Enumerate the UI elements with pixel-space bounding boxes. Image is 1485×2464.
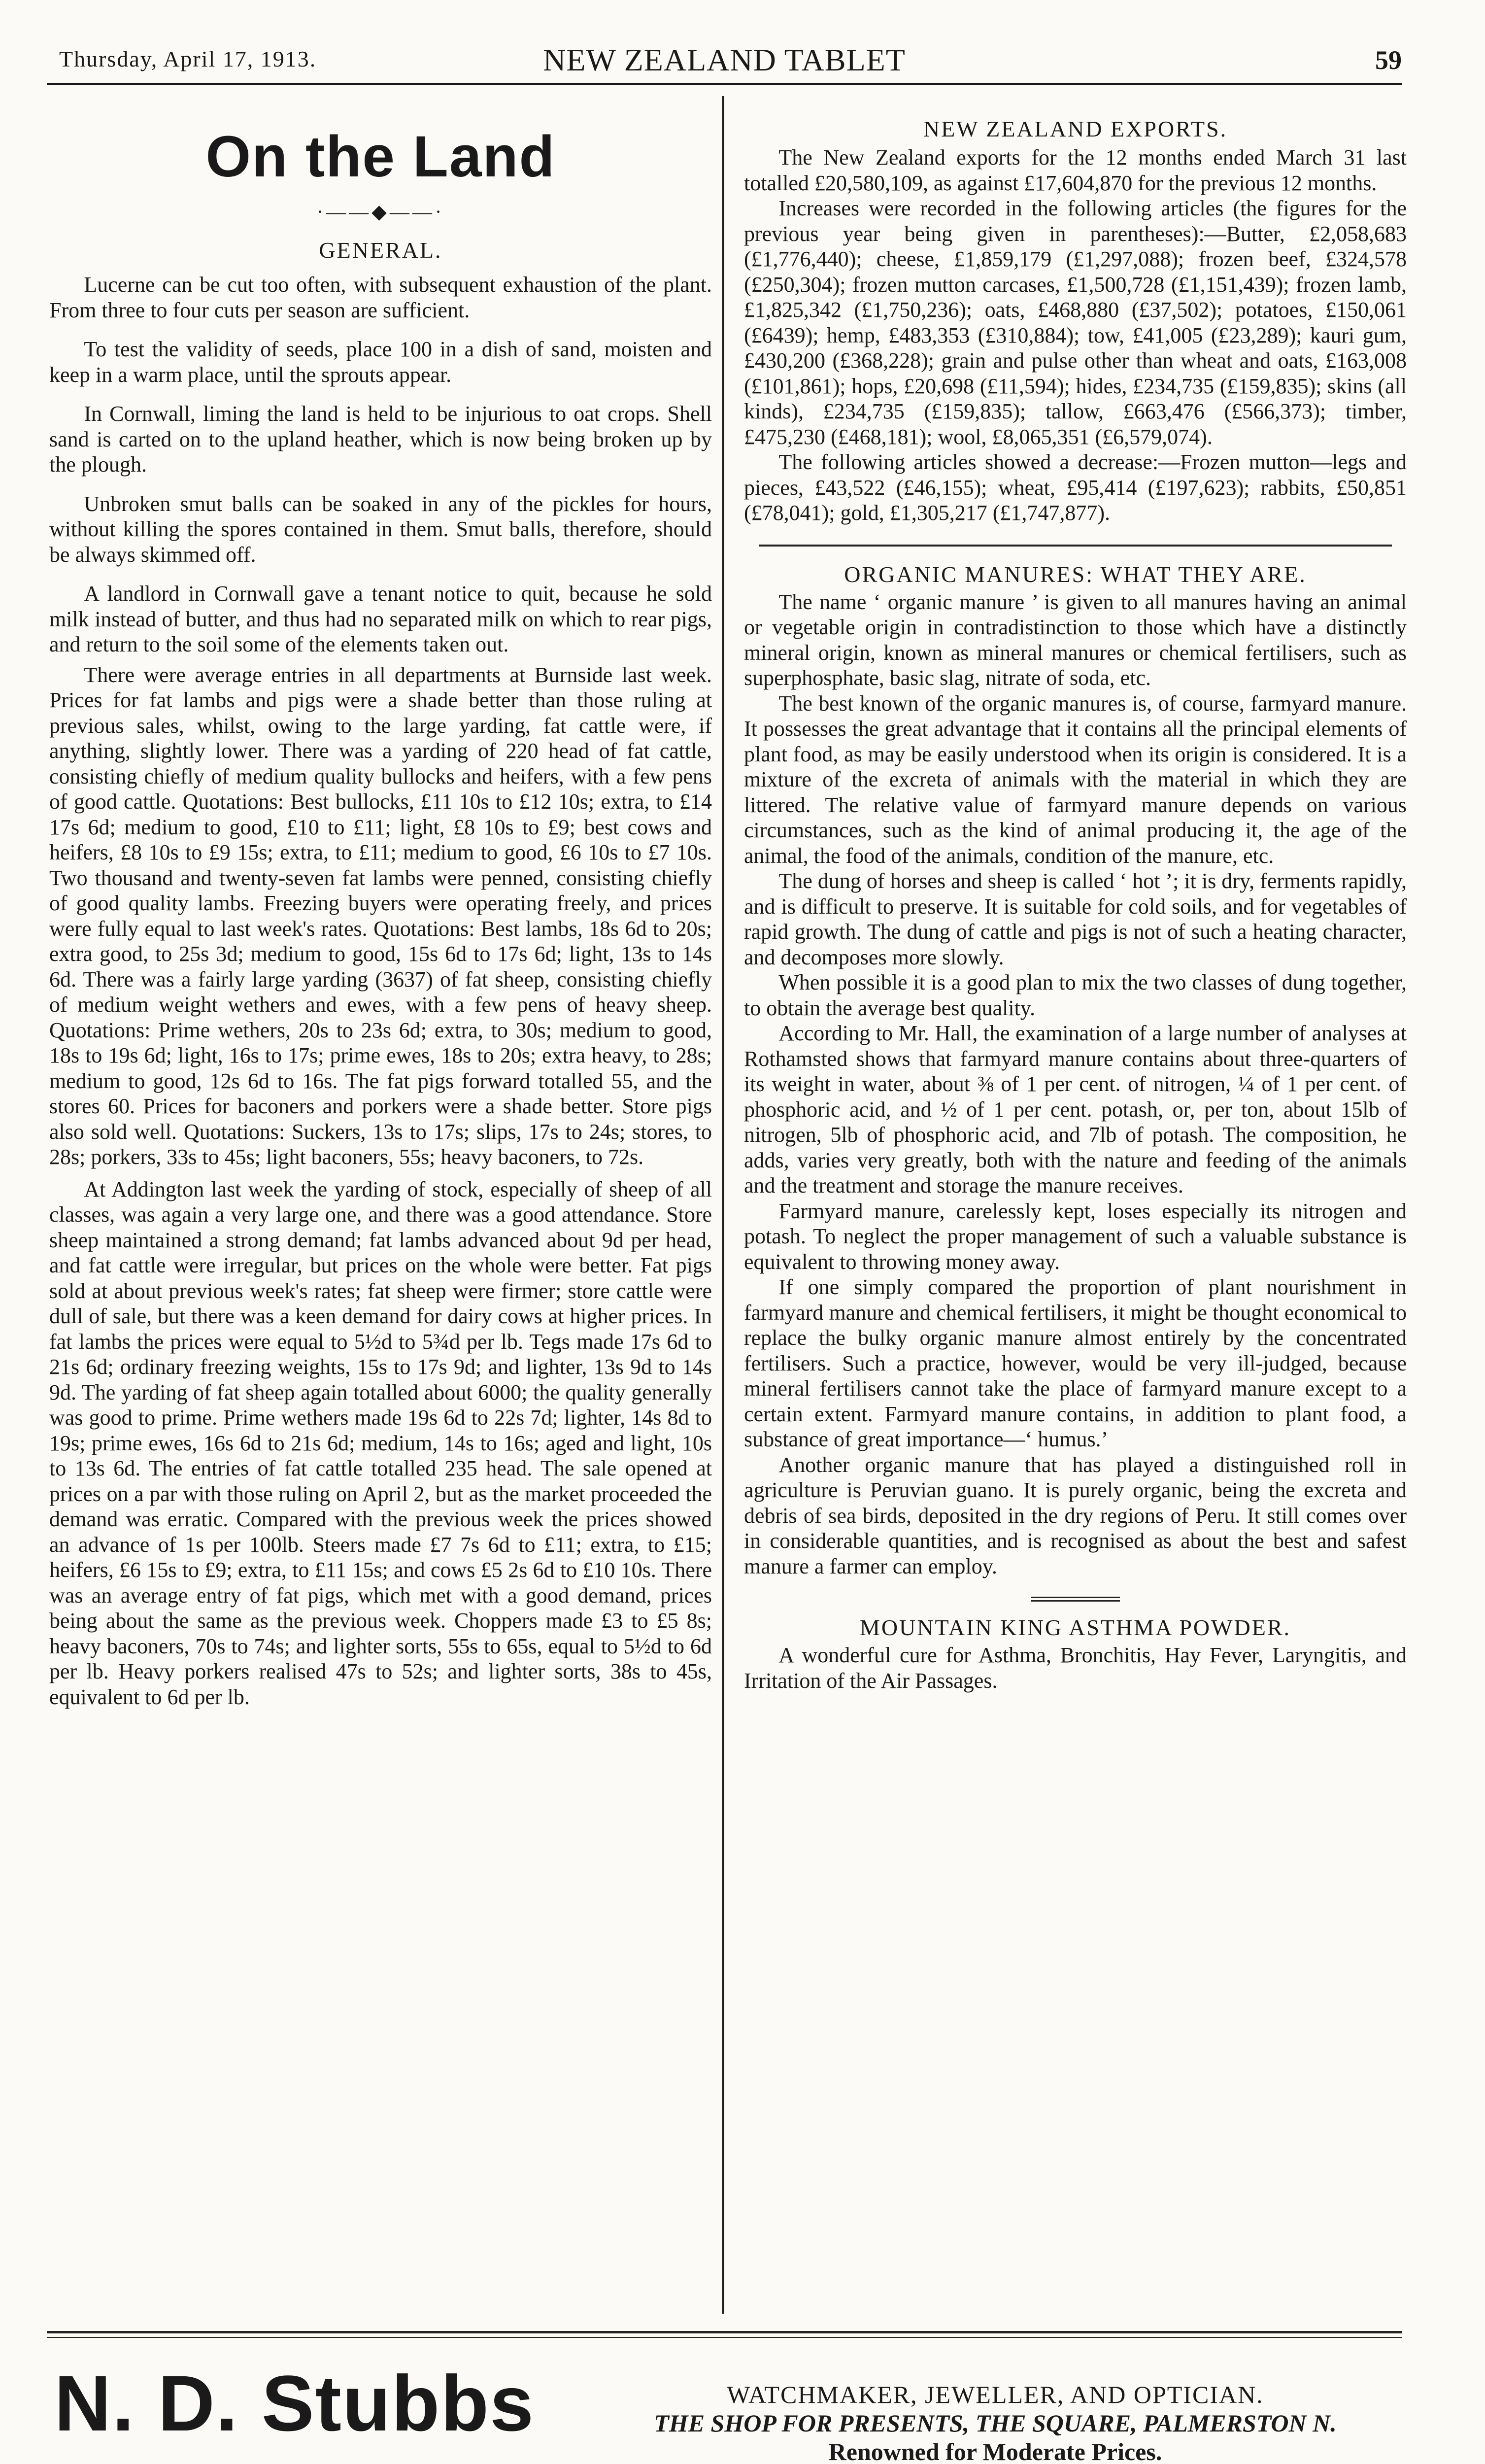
header-rule — [47, 83, 1402, 85]
advert-rule-thin — [47, 2337, 1402, 2338]
advert-details — [586, 2380, 1404, 2464]
advert-slogan: Renowned for Moderate Prices. — [828, 2438, 1162, 2464]
paragraph: Another organic manure that has played a distinguished roll in agriculture is Peruvian guano. It is purely organic, being the excreta and debris of sea birds, deposited in the dry regions of Peru. It still comes over in considerable quantities, and is recognised as about the best and safest manure a farmer can employ. — [744, 1452, 1407, 1578]
section-heading-exports: NEW ZEALAND EXPORTS. — [923, 116, 1228, 141]
paragraph: When possible it is a good plan to mix the two classes of dung together, to obtain the average best quality. — [744, 970, 1407, 1020]
section-divider — [759, 545, 1392, 547]
advert-trade: WATCHMAKER, JEWELLER, AND OPTICIAN. — [727, 2381, 1264, 2408]
paragraph: The best known of the organic manures is, of course, farmyard manure. It possesses the great advantage that it contains all the principal elements of plant food, as may be easily understood when its origin is considered. It is a mixture of the excreta of animals with the material in which they are littered. The relative value of farmyard manure depends on various circumstances, such as the kind of animal producing it, the age of the animal, the food of the animals, condition of the manure, etc. — [744, 691, 1407, 868]
paragraph: Increases were recorded in the following articles (the figures for the previous year being given in parentheses):—Butter, £2,058,683 (£1,776,440); cheese, £1,859,179 (£1,297,088); frozen beef, £324,578 (£250,304); frozen mutton carcases, £1,500,728 (£1,151,439); frozen lamb, £1,825,342 (£1,750,236); oats, £468,880 (£37,502); potatoes, £150,061 (£6439); hemp, £483,353 (£310,884); tow, £41,005 (£23,289); kauri gum, £430,200 (£368,228); grain and pulse other than wheat and oats, £163,008 (£101,861); hops, £20,698 (£11,594); hides, £234,735 (£159,835); skins (all kinds), £234,735 (£159,835); tallow, £663,476 (£566,373); timber, £475,230 (£468,181); wool, £8,065,351 (£6,579,074). — [744, 196, 1407, 449]
section-heading-asthma-powder: MOUNTAIN KING ASTHMA POWDER. — [859, 1615, 1291, 1640]
paragraph: A landlord in Cornwall gave a tenant notice to quit, because he sold milk instead of butter, and thus had no separated milk on which to rear pigs, and return to the soil some of the elements taken out. — [49, 582, 712, 656]
advert-business-name: N. D. Stubbs — [54, 2359, 535, 2447]
paragraph: A wonderful cure for Asthma, Bronchitis, Hay Fever, Laryngitis, and Irritation of the Air Passages. — [744, 1643, 1407, 1693]
page-number: 59 — [1375, 45, 1402, 75]
advert-rule — [47, 2331, 1402, 2333]
section-heading-general: GENERAL. — [319, 238, 442, 263]
general-notes — [49, 272, 712, 657]
issue-date: Thursday, April 17, 1913. — [59, 46, 317, 71]
paragraph: The following articles showed a decrease:—Frozen mutton—legs and pieces, £43,522 (£46,155); wheat, £95,414 (£197,623); rabbits, £50,851 (£78,041); gold, £1,305,217 (£1,747,877). — [744, 450, 1407, 525]
paragraph: Farmyard manure, carelessly kept, loses especially its nitrogen and potash. To neglect the proper management of such a valuable substance is equivalent to throwing money away. — [744, 1198, 1407, 1274]
short-divider — [1031, 1597, 1120, 1602]
paragraph: The name ‘ organic manure ’ is given to all manures having an animal or vegetable origin in contradistinction to those which have a distinctly mineral origin, known as mineral manures or chemical fertilisers, such as superphosphate, basic slag, nitrate of soda, etc. — [744, 589, 1407, 690]
right-column — [744, 101, 1407, 1693]
left-column — [49, 101, 712, 1710]
paragraph: To test the validity of seeds, place 100 in a dish of sand, moisten and keep in a warm place, until the sprouts appear. — [49, 337, 712, 387]
paragraph: Unbroken smut balls can be soaked in any of the pickles for hours, without killing the spores contained in them. Smut balls, therefore, should be always skimmed off. — [49, 491, 712, 567]
paragraph-addington: At Addington last week the yarding of stock, especially of sheep of all classes, was again a very large one, and there was a good attendance. Store sheep maintained a strong demand; fat lambs advanced about 9d per head, and fat cattle were irregular, but prices on the whole were better. Fat pigs sold at about previous week's rates; fat sheep were firmer; store cattle were dull of sale, but there was a keen demand for dairy cows at higher prices. In fat lambs the prices were equal to 5½d to 5¾d per lb. Tegs made 17s 6d to 21s 6d; ordinary freezing weights, 15s to 17s 9d; and lighter, 13s 9d to 14s 9d. The yarding of fat sheep again totalled about 6000; the quality generally was good to prime. Prime wethers made 19s 6d to 22s 7d; lighter, 14s 8d to 19s; prime ewes, 16s 6d to 21s 6d; medium, 14s to 16s; aged and light, 10s to 13s 6d. The entries of fat cattle totalled 235 head. The sale opened at prices on a par with those ruling on April 2, but as the market proceeded the demand was erratic. Compared with the previous week the prices showed an advance of 1s per 100lb. Steers made £7 7s 6d to £11; extra, to £15; heifers, £6 15s to £9; extra, to £11 15s; and cows £5 2s 6d to £10 10s. There was an average entry of fat pigs, which met with a good demand, prices being about the same as the previous week. Choppers made £3 to £5 8s; heavy baconers, 70s to 74s; and lighter sorts, 55s to 65s, equal to 5½d to 6d per lb. Heavy porkers realised 47s to 52s; and lighter sorts, 38s to 45s, equivalent to 6d per lb. — [49, 1177, 712, 1709]
paragraph: The dung of horses and sheep is called ‘ hot ’; it is dry, ferments rapidly, and is difficult to preserve. It is suitable for cold soils, and for vegetables of rapid growth. The dung of cattle and pigs is not of such a heating character, and decomposes more slowly. — [744, 869, 1407, 969]
newspaper-title: NEW ZEALAND TABLET — [543, 42, 906, 77]
paragraph: The New Zealand exports for the 12 months ended March 31 last totalled £20,580,109, as against £17,604,870 for the previous 12 months. — [744, 145, 1407, 195]
paragraph: If one simply compared the proportion of plant nourishment in farmyard manure and chemical fertilisers, it might be thought economical to replace the bulky organic manure almost entirely by the concentrated fertilisers. Such a practice, however, would be very ill-judged, because mineral fertilisers cannot take the place of farmyard manure except to a certain extent. Farmyard manure contains, in addition to plant food, a substance of great importance—‘ humus.’ — [744, 1275, 1407, 1451]
paragraph-burnside: There were average entries in all departments at Burnside last week. Prices for fat lambs and pigs were a shade better than those ruling at previous sales, whilst, owing to the large yarding, fat cattle were, if anything, slightly lower. There was a yarding of 220 head of fat cattle, consisting chiefly of medium quality bullocks and heifers, with a few pens of good cattle. Quotations: Best bullocks, £11 10s to £12 10s; extra, to £14 17s 6d; medium to good, £10 to £11; light, £8 10s to £9; best cows and heifers, £8 10s to £9 15s; extra, to £11; medium to good, £6 10s to £7 10s. Two thousand and twenty-seven fat lambs were penned, consisting chiefly of good quality lambs. Freezing buyers were operating freely, and prices were fully equal to last week's rates. Quotations: Best lambs, 18s 6d to 20s; extra good, to 25s 3d; medium to good, 15s 6d to 17s 6d; light, 13s to 14s 6d. There was a fairly large yarding (3637) of fat sheep, consisting chiefly of medium weight wethers and ewes, with a few pens of heavy sheep. Quotations: Prime wethers, 20s to 23s 6d; extra, to 30s; medium to good, 18s to 19s 6d; light, 16s to 17s; prime ewes, 18s to 20s; extra heavy, to 28s; medium to good, 12s 6d to 16s. The fat pigs forward totalled 55, and the stores 60. Prices for baconers and porkers were a shade better. Store pigs also sold well. Quotations: Suckers, 13s to 17s; slips, 17s to 24s; stores, to 28s; porkers, 33s to 45s; light baconers, 55s; heavy baconers, to 72s. — [49, 662, 712, 1169]
section-heading-organic-manures: ORGANIC MANURES: WHAT THEY ARE. — [844, 561, 1307, 587]
paragraph: According to Mr. Hall, the examination of a large number of analyses at Rothamsted shows that farmyard manure contains about three-quarters of its weight in water, about ⅜ of 1 per cent. of nitrogen, ¼ of 1 per cent. of phosphoric acid, and ½ of 1 per cent. potash, or, per ton, about 15lb of nitrogen, 5lb of phosphoric acid, and 7lb of potash. The composition, he adds, varies very greatly, both with the nature and feeding of the animals and the treatment and storage the manure receives. — [744, 1021, 1407, 1198]
paragraph: In Cornwall, liming the land is held to be injurious to oat crops. Shell sand is carted on to the upland heather, which is now being broken up by the plough. — [49, 402, 712, 477]
advert-shop-address: THE SHOP FOR PRESENTS, THE SQUARE, PALMERSTON N. — [654, 2409, 1337, 2437]
column-divider — [722, 96, 724, 2314]
paragraph: Lucerne can be cut too often, with subsequent exhaustion of the plant. From three to four cuts per season are sufficient. — [49, 273, 712, 322]
title-ornament: ·——◆——· — [316, 201, 445, 223]
column-title: On the Land — [205, 124, 556, 189]
page-header — [47, 42, 1402, 79]
